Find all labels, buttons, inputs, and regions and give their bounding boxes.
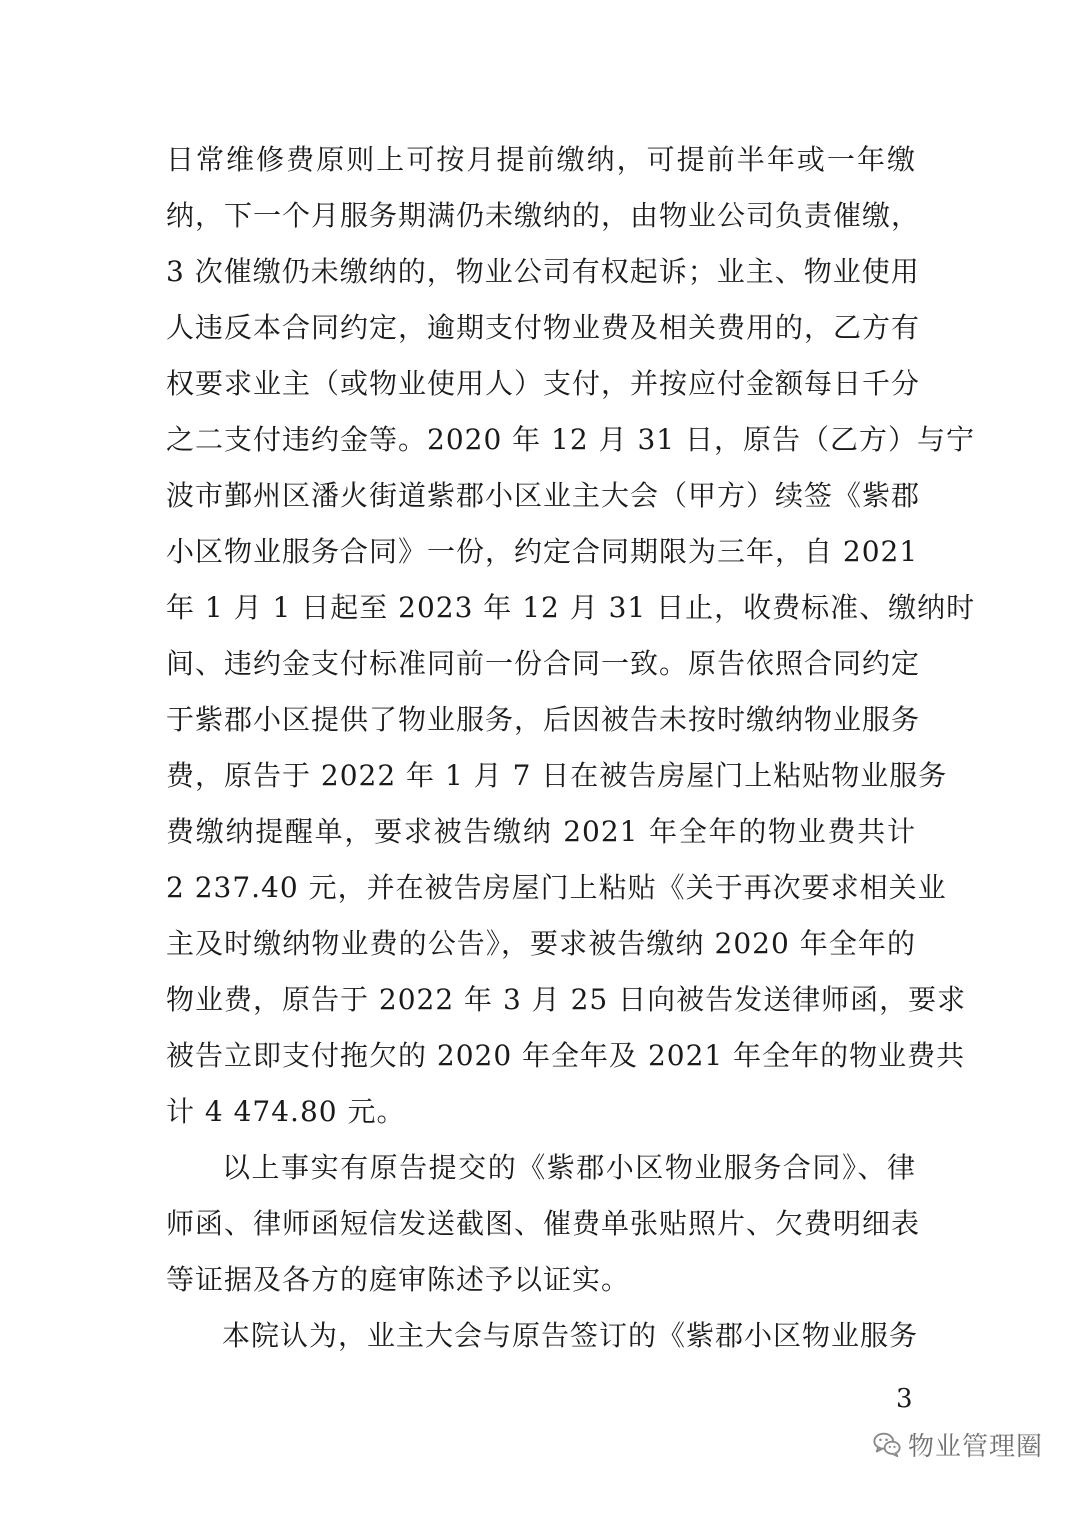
text-line: 等证据及各方的庭审陈述予以证实。: [166, 1263, 631, 1296]
watermark-text: 物业管理圈: [908, 1431, 1044, 1462]
text-line: 计 4 474.80 元。: [166, 1095, 406, 1128]
text-line: 日常维修费原则上可按月提前缴纳，可提前半年或一年缴: [166, 143, 916, 176]
text-line: 费缴纳提醒单，要求被告缴纳 2021 年全年的物业费共计: [166, 815, 916, 848]
text-line: 权要求业主（或物业使用人）支付，并按应付金额每日千分: [166, 367, 921, 400]
text-line: 之二支付违约金等。2020 年 12 月 31 日，原告（乙方）与宁: [166, 423, 976, 456]
text-line: 2 237.40 元，并在被告房屋门上粘贴《关于再次要求相关业: [166, 871, 947, 904]
text-line: 年 1 月 1 日起至 2023 年 12 月 31 日止，收费标准、缴纳时: [166, 591, 976, 624]
paragraph-first-line: 本院认为，业主大会与原告签订的《紫郡小区物业服务: [222, 1319, 919, 1352]
wechat-icon: [872, 1429, 902, 1459]
text-line: 小区物业服务合同》一份，约定合同期限为三年，自 2021: [166, 535, 919, 568]
watermark: [872, 1422, 1043, 1466]
text-line: 被告立即支付拖欠的 2020 年全年及 2021 年全年的物业费共: [166, 1039, 966, 1072]
text-line: 3 次催缴仍未缴纳的，物业公司有权起诉；业主、物业使用: [166, 255, 920, 288]
text-line: 物业费，原告于 2022 年 3 月 25 日向被告发送律师函，要求: [166, 983, 967, 1016]
text-line: 主及时缴纳物业费的公告》，要求被告缴纳 2020 年全年的: [166, 927, 916, 960]
text-line: 波市鄞州区潘火街道紫郡小区业主大会（甲方）续签《紫郡: [166, 479, 921, 512]
paragraph-first-line: 以上事实有原告提交的《紫郡小区物业服务合同》、律: [222, 1151, 916, 1184]
text-line: 费，原告于 2022 年 1 月 7 日在被告房屋门上粘贴物业服务: [166, 759, 948, 792]
text-line: 师函、律师函短信发送截图、催费单张贴照片、欠费明细表: [166, 1207, 921, 1240]
text-line: 于紫郡小区提供了物业服务，后因被告未按时缴纳物业服务: [166, 703, 921, 736]
page-number: 3: [896, 1384, 913, 1414]
text-line: 纳，下一个月服务期满仍未缴纳的，由物业公司负责催缴，: [166, 199, 921, 232]
text-line: 人违反本合同约定，逾期支付物业费及相关费用的，乙方有: [166, 311, 921, 344]
text-line: 间、违约金支付标准同前一份合同一致。原告依照合同约定: [166, 647, 921, 680]
